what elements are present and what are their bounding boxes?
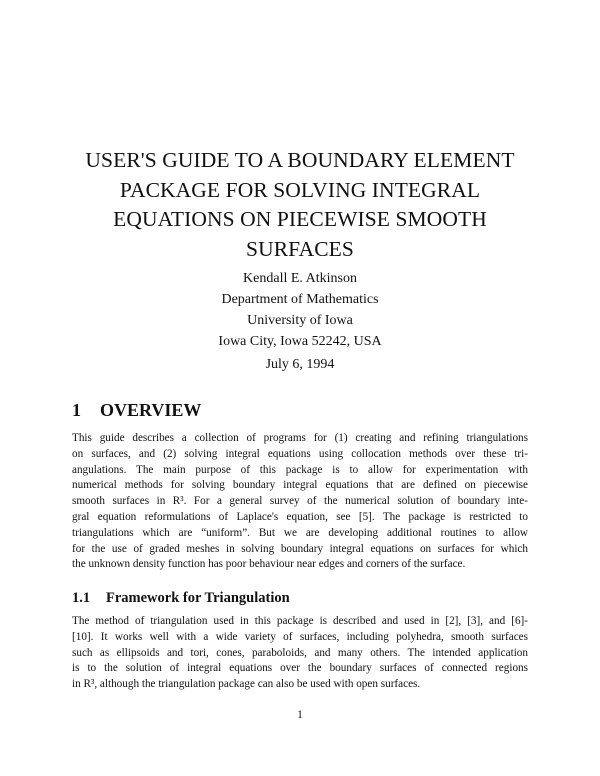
title-line: EQUATIONS ON PIECEWISE SMOOTH xyxy=(113,207,487,231)
subsection-number: 1.1 xyxy=(72,590,91,606)
section-heading-overview xyxy=(72,398,201,422)
subsection-title: Framework for Triangulation xyxy=(106,590,290,606)
author-address: Iowa City, Iowa 52242, USA xyxy=(218,334,382,349)
section-title: OVERVIEW xyxy=(100,400,202,420)
paper-date: July 6, 1994 xyxy=(265,357,335,372)
author-name: Kendall E. Atkinson xyxy=(243,271,357,286)
paragraph-line: This guide describes a collection of programs for (1) creating and refining triangulations xyxy=(72,432,528,444)
paragraph-line: smooth surfaces in R³. For a general survey of the numerical solution of boundary inte- xyxy=(72,495,528,508)
paragraph-line: The method of triangulation used in this package is described and used in [2], [3], and [6]- xyxy=(72,615,528,627)
title-line: SURFACES xyxy=(246,236,354,261)
paragraph-line: gral equation reformulations of Laplace's equation, see [5]. The package is restricted to xyxy=(72,510,528,523)
paragraph-line: such as ellipsoids and tori, cones, paraboloids, and many others. The intended application xyxy=(72,646,528,659)
page-number: 1 xyxy=(297,709,303,721)
paragraph-line: [10]. It works well with a wide variety of surfaces, including polyhedra, smooth surfaces xyxy=(72,630,528,643)
author-block xyxy=(100,268,500,352)
paragraph-line: in R³, although the triangulation package can also be used with open surfaces. xyxy=(72,678,421,691)
subsection-heading-framework xyxy=(72,588,290,608)
author-department: Department of Mathematics xyxy=(221,292,379,307)
framework-paragraph xyxy=(72,614,528,693)
paragraph-line: for the use of graded meshes in solving boundary integral equations on surfaces for which xyxy=(72,542,528,555)
section-number: 1 xyxy=(72,400,81,420)
title-line: USER'S GUIDE TO A BOUNDARY ELEMENT xyxy=(85,148,515,172)
paragraph-line: is to the solution of integral equations over the boundary surfaces of connected regions xyxy=(72,662,528,675)
title-line: PACKAGE FOR SOLVING INTEGRAL xyxy=(119,177,481,202)
author-university: University of Iowa xyxy=(247,313,353,328)
paragraph-line: the unknown density function has poor behaviour near edges and corners of the surface. xyxy=(72,558,466,571)
paragraph-line: triangulations which are “uniform”. But we are developing additional routines to allow xyxy=(72,526,528,539)
paragraph-line: angulations. The main purpose of this package is to allow for experimentation with xyxy=(72,463,528,476)
paper-title xyxy=(50,146,550,264)
paragraph-line: numerical methods for solving boundary integral equations that are defined on piecewise xyxy=(72,479,528,492)
overview-paragraph xyxy=(72,431,528,573)
paragraph-line: on surfaces, and (2) solving integral equations using collocation methods over these tri- xyxy=(72,447,528,460)
